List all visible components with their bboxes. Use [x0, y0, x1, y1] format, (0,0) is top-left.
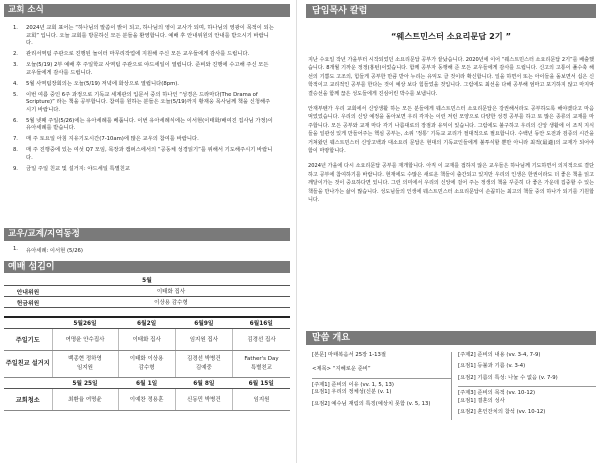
news-item-text: 금일 주일 친교 및 설거지: 야드세일 특별친교	[26, 166, 130, 173]
news-item-number: 5.	[12, 91, 18, 98]
news-item-text: 2024년 교회 표어는 “하나님의 말씀이 밝이 되고, 하나님의 영이 교사가 되며, 하나님의 영광이 목적이 되는 교회” 입니다. 오늘 교회를 방문하신 모든 분들을 환영합니다. 예배 후 안내위원의 안내를 받으시기 바랍니다.	[26, 25, 274, 47]
news-item-number: 3.	[12, 62, 18, 69]
worship-servants-header: 예배 섬김이	[4, 261, 290, 273]
prayer-cell: 김경선 집사	[232, 328, 290, 350]
column-paragraph: 지난 수요일 작년 가을부터 시작되었던 소요리문답 공부가 끝났습니다. 2020년에 이어 “웨스트민스터 소요리문답 2기”를 배출했습니다. 8개월 기까운 정정(홍턴)이었습니다. 함께 공부자 동행해 준 모든 교우들에게 감사를 드립니다. 신고의 고통이 풀수축 해선의 기쁨도 고조의, 힘들게 공부한 만큼 받아 누리는 유익도 클 것이라 확신합니다. 일을 하면서 또는 아이들을 돌보면서 십은 신학적이고 교리적인 공부를 한다는 것이 예상 보다 힘들었을 것입니다. 그럼에도 최선을 다해 공부해 엄마고 포기하지 않고 마지막 결승선을 함께 끊은 성도들에게 진심어린 박수를 보냅니다.	[308, 57, 594, 97]
offering-value: 이상용 감수형	[154, 300, 188, 306]
prayer-cell: 이태화 집사	[118, 328, 175, 350]
news-item-text: 매 주 진행중에 있는 여섯 Q7 모임, 목장과 캠퍼스에서의 “공동체 성경읽기”를 위해서 기도해주시기 바랍니다.	[26, 147, 273, 162]
meal-cell	[118, 350, 175, 377]
meal-cell	[232, 350, 290, 377]
cleaning-row	[4, 388, 290, 410]
date-cell: 6월 15일	[232, 377, 290, 388]
news-item-number: 8.	[12, 147, 18, 154]
news-item-text: 5월 사역팀장회의는 오늘(5/19) 저녁에 화상으로 열립니다(8pm).	[26, 80, 179, 87]
column-divider	[296, 0, 297, 463]
news-item	[4, 62, 290, 77]
date-row-sunday	[4, 317, 290, 328]
date-cell: 6월 8일	[175, 377, 232, 388]
cleaning-cell: 임지원	[232, 388, 290, 410]
right-column	[300, 0, 600, 463]
news-item	[4, 166, 290, 174]
prayer-cell: 여명윤 안수집사	[52, 328, 118, 350]
meal-row	[4, 350, 290, 377]
schedule-table	[4, 316, 290, 411]
date-row-saturday	[4, 377, 290, 388]
date-cell: 6월9일	[175, 317, 232, 328]
pastor-column-title: “웨스트민스터 소요리문답 2기 ”	[391, 31, 511, 41]
prayer-cell: 임지원 집사	[175, 328, 232, 350]
news-item-number: 7.	[12, 136, 18, 143]
column-paragraph: 2024년 가을에 다시 소요리문답 공부를 재개합니다. 아직 이 교재를 접하지 않은 교우들은 하나님께 기도하면서 의지적으로 결단하고 공부에 참여하기를 바랍니다. 현재에도 수많은 새로운 책들이 출간되고 있지만 우리의 인생은 한권이라도 더 좋은 책을 읽고 깨달이가는 것이 중요하다면 있니다. 그런 의미에서 우리의 신앙에 걸어 주는 정생의 책을 꾸준히 다 좋은 가운데 집중할 수 있는 책들을 만나가는 삶이 많습니다. 성도님들의 인생에 웨스트민스터 소요리문답이 손꼽히는 최고의 책들 중의 하나가 되기를 기원합니다.	[308, 163, 594, 204]
sermon-subtitle: <제목> “지혜로운 준비”	[312, 366, 371, 373]
column-paragraph: 안재부텐가 우리 교회에서 신앙생활 하는 모든 분들에게 웨스트민스터 소요리문답은 강권해서라도 공부하도록 해야겠다고 마음 먹었었습니다. 우리의 신앙 예정을 돌아보면 우리 각자는 이런 저런 모양으로 다양한 성경 공부를 하고 또 많은 종류의 교재를 마주합니다. 모든 공부와 교재 마다 각기 나름대로의 장점과 유익이 있습니다. 그럼에도 불구하고 우리의 신앙 생활에 이 조직 지식들을 일관성 있게 만들어주는 핵심 공부는, 소위 ‘정통’ 기독교 교리가 절대적으로 필요합니다. 수백년 동안 도전과 검증의 시간을 거쳐왔던 웨스트민스터 신앙고백과 대소요리 문답은 현대의 기독교인들에게 불투식할 뿐만 아니라 최적(最適)의 교재가 되어야 함이 마땅합니다.	[308, 106, 594, 155]
prayer-label: 주일기도	[4, 328, 52, 350]
usher-value: 이태화 집사	[156, 289, 186, 295]
offering-row	[4, 297, 290, 308]
community-news-section	[4, 228, 290, 254]
prayer-row	[4, 328, 290, 350]
outline-left-column	[306, 352, 451, 420]
outline-heading: [주제3] 준비의 목적 (vv. 10-12)	[458, 386, 596, 397]
news-item	[4, 25, 290, 48]
church-news-list	[4, 25, 290, 174]
news-item-text: 5월 넷째 주일(5/26)에는 유아세례를 베풉니다. 이번 유아세례식에는 이서현(이태화/배여진 집사님 가정)이 유아세례를 받습니다.	[26, 117, 273, 132]
news-item	[4, 81, 290, 89]
empty-cell	[4, 317, 52, 328]
cleaning-cell: 신동민 박병건	[175, 388, 232, 410]
cleaning-label: 교회청소	[4, 388, 52, 410]
outline-item: [요점1] 결혼의 성사	[458, 397, 505, 404]
date-cell: 6월 1일	[118, 377, 175, 388]
news-item-number: 9.	[12, 166, 18, 173]
cleaning-cell: 이예찬 정용훈	[118, 388, 175, 410]
news-item	[4, 92, 290, 115]
roster-month: 5월	[4, 276, 290, 286]
offering-label: 헌금위원	[16, 300, 40, 307]
worship-servants-section	[4, 261, 290, 411]
community-news-item	[4, 246, 290, 254]
community-news-number: 1.	[12, 246, 18, 252]
news-item-text: 매 주 토요일 아침 지유기도시간(7-10am)에 많은 교우의 참여를 바랍니다.	[26, 136, 199, 143]
date-cell: 6월16일	[232, 317, 290, 328]
news-item-text: 이번 여름 중인 6주 과정으로 기독교 세계관의 입문서 중의 하나인 “성경은 드라마다(The Drama of Scripture)” 라는 책을 공부합니다. 참여를 원하는 분들은 오늘(5/19)까지 황재웅 목사님께 책을 신청해주시기 바랍니다.	[26, 91, 271, 113]
news-item-text: 오늘(5/19) 2부 예배 후 주일학교 사역팀 주관으로 야드세일이 열립니다. 준비와 진행에 수고해 주신 모든 교우들에게 감사를 드립니다.	[26, 62, 269, 76]
pastor-column-section	[306, 4, 596, 205]
left-column	[0, 0, 292, 463]
meal-line: 백종현 정하영	[68, 355, 102, 362]
news-item-number: 1.	[12, 25, 18, 31]
usher-row	[4, 286, 290, 297]
meal-line: 감수형	[138, 364, 155, 371]
meal-line: Father's Day	[244, 355, 279, 362]
outline-item: [요점2] 예수님 재림의 특징(예상치 못함 (v. 5, 13)	[312, 400, 431, 407]
meal-cell	[52, 350, 118, 377]
date-cell: 5월26일	[52, 317, 118, 328]
outline-heading: [주제2] 준비의 내용 (vv. 3-4, 7-9)	[458, 352, 541, 358]
meal-line: 임지원	[77, 364, 93, 371]
news-item	[4, 51, 290, 59]
date-cell: 6월2일	[118, 317, 175, 328]
empty-cell	[4, 377, 52, 388]
outline-heading: [주제1] 준비의 이유 (vv. 1, 5, 13)	[312, 378, 451, 389]
news-item	[4, 136, 290, 144]
community-news-text: 유아세례: 이서현 (5/26)	[26, 248, 83, 254]
sermon-outline-header: 말씀 개요	[306, 331, 596, 345]
news-item-number: 6.	[12, 117, 18, 124]
meal-line: 김경선 박병건	[187, 355, 221, 362]
outline-item: [요점1] 우리의 정체성(신분 (v. 1)	[312, 389, 392, 396]
outline-item: [요점2] 기름의 특성: 나눌 수 없음 (v. 7-9)	[458, 374, 558, 381]
news-item	[4, 147, 290, 162]
news-item-number: 4.	[12, 80, 18, 87]
outline-item: [요점2] 혼인잔치의 참석 (vv. 10-12)	[458, 409, 546, 416]
sermon-outline-section	[306, 331, 596, 420]
meal-cell	[175, 350, 232, 377]
news-item-number: 2.	[12, 51, 18, 58]
church-news-section	[4, 4, 290, 177]
usher-label: 안내위원	[16, 289, 40, 296]
community-news-header: 교우/교계/지역동정	[4, 228, 290, 241]
meal-line: 이태화 이상용	[129, 355, 164, 362]
date-cell: 5월 25일	[52, 377, 118, 388]
meal-line: 김예중	[195, 364, 212, 371]
outline-item: [요점1] 등불과 기름 (v. 3-4)	[458, 363, 526, 370]
church-news-header: 교회 소식	[4, 4, 290, 17]
news-item-text: 관리서역팀 주관으로 진행된 놀이터 마무리작업에 지원해 주신 모든 교우들에게 감사를 드립니다.	[26, 51, 250, 58]
news-item	[4, 118, 290, 133]
outline-right-column	[451, 352, 596, 420]
sermon-outline	[306, 352, 596, 420]
pastor-column-header: 담임목사 칼럼	[306, 4, 596, 18]
sermon-scripture: [본문] 마태복음서 25장 1-13절	[312, 352, 386, 358]
cleaning-cell: 최환율 여명윤	[52, 388, 118, 410]
meal-label: 주일친교 설거지	[4, 350, 52, 377]
meal-line: 특별친교	[250, 364, 273, 371]
